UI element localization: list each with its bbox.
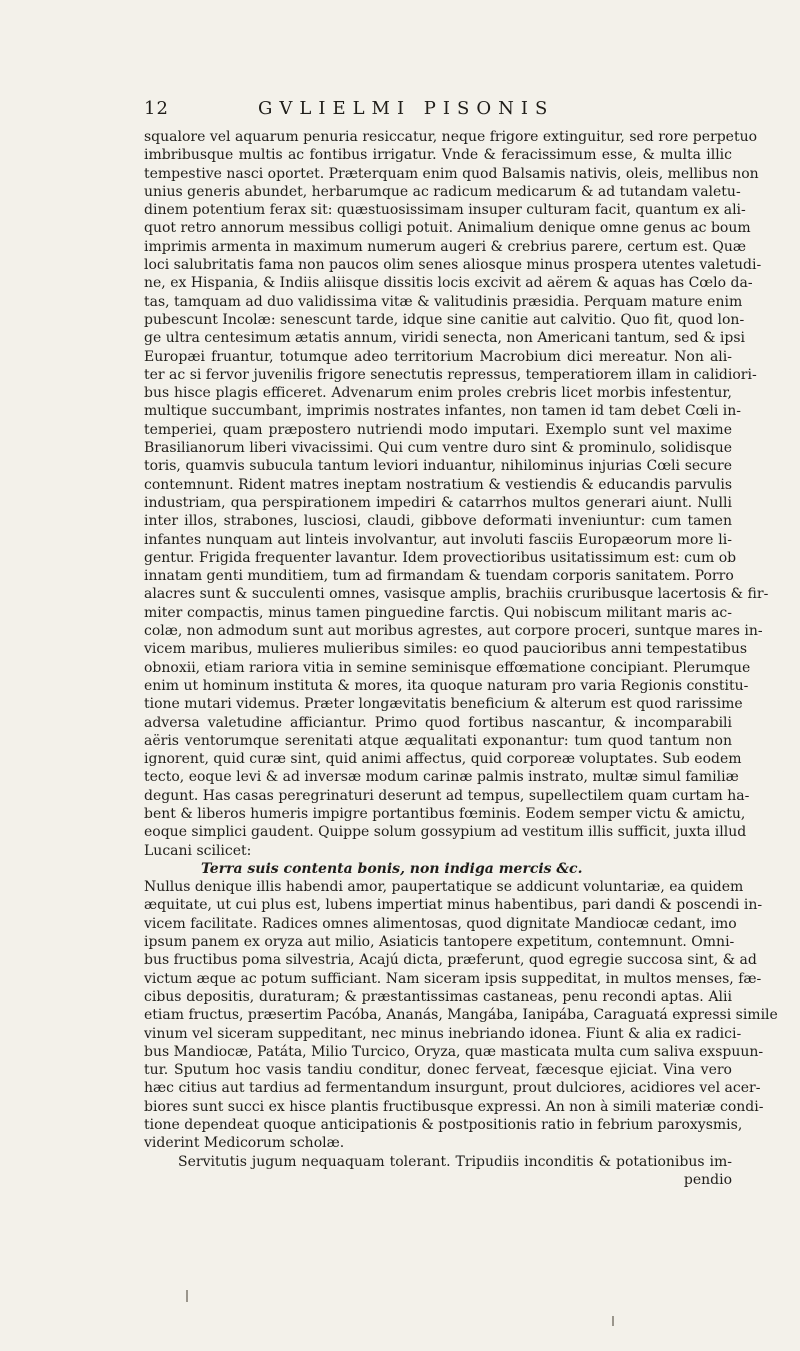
text-line: industriam, qua perspirationem impediri & catarrhos multos generari aiunt. Nulli: [144, 494, 732, 511]
text-line: eoque simplici gaudent. Quippe solum gossypium ad vestitum illis sufficit, juxta illud: [144, 824, 747, 841]
body-text: [144, 128, 778, 1189]
text-line: bus hisce plagis efficeret. Advenarum enim proles crebris licet morbis infestentur,: [144, 385, 732, 402]
text-line: bus fructibus poma silvestria, Acajú dicta, præferunt, quod egregie succosa sint, & ad: [144, 952, 757, 969]
text-line: quot retro annorum messibus colligi potuit. Animalium denique omne genus ac boum: [144, 220, 751, 237]
paragraph-2: [144, 878, 778, 1152]
text-line: colæ, non admodum sunt aut moribus agrestes, aut corpore proceri, suntque mares in-: [144, 623, 763, 640]
text-line: ne, ex Hispania, & Indiis aliisque dissitis locis excivit ad aërem & aquas has Cœlo da-: [144, 275, 753, 292]
text-line: enim ut hominum instituta & mores, ita quoque naturam pro varia Regionis constitu-: [144, 677, 749, 694]
text-line: æquitate, ut cui plus est, lubens impertiat minus habentibus, pari dandi & poscendi in-: [144, 897, 763, 914]
text-line: biores sunt succi ex hisce plantis fructibusque expressi. An non à simili materiæ condi-: [144, 1098, 764, 1115]
text-line: pubescunt Incolæ: senescunt tarde, idque sine canitie aut calvitio. Quo fit, quod lon-: [144, 311, 745, 328]
text-line: inter illos, strabones, lusciosi, claudi, gibbove deformati inveniuntur: cum tamen: [144, 513, 732, 530]
text-line: dinem potentium ferax sit: quæstuosissimam insuper culturam facit, quantum ex ali-: [144, 202, 746, 219]
paragraph-1: [144, 128, 769, 860]
text-line: tione mutari videmus. Præter longævitatis beneficium & alterum est quod rarissime: [144, 696, 743, 713]
text-line: multique succumbant, imprimis nostrates infantes, non tamen id tam debet Cœli in-: [144, 403, 742, 420]
text-line: tempestive nasci oportet. Præterquam enim quod Balsamis nativis, oleis, mellibus non: [144, 165, 759, 182]
text-line: cibus depositis, duraturam; & præstantissimas castaneas, penu recondi aptas. Alii: [144, 988, 732, 1005]
text-line: ignorent, quid curæ sint, quid animi affectus, quid corporeæ voluptates. Sub eodem: [144, 751, 742, 768]
text-line: ge ultra centesimum ætatis annum, viridi senecta, non Americani tantum, sed & ipsi: [144, 330, 746, 347]
text-line: victum æque ac potum sufficiant. Nam siceram ipsis suppeditat, in multos menses, fæ-: [144, 970, 762, 987]
text-line: hæc citius aut tardius ad fermentandum insurgunt, prout dulciores, acidiores vel acer-: [144, 1080, 761, 1097]
text-line: innatam genti munditiem, tum ad firmandam & tuendam corporis sanitatem. Porro: [144, 568, 734, 585]
text-line: Nullus denique illis habendi amor, paupertatique se addicunt voluntariæ, ea quidem: [144, 879, 744, 896]
text-line: adversa valetudine afficiantur. Primo quod fortibus nascantur, & incomparabili: [144, 714, 732, 731]
text-line: Europæi fruantur, totumque adeo territorium Macrobium dici mereatur. Non ali-: [144, 348, 732, 365]
text-line: bent & liberos humeris impigre portantibus fœminis. Eodem semper victu & amictu,: [144, 805, 746, 822]
margin-ink-mark: [186, 1290, 188, 1302]
text-line: Lucani scilicet:: [144, 842, 252, 859]
text-line: imbribusque multis ac fontibus irrigatur. Vnde & feracissimum esse, & multa illic: [144, 147, 732, 164]
text-line: toris, quamvis subucula tantum leviori induantur, nihilominus injurias Cœli secure: [144, 458, 732, 475]
text-line: degunt. Has casas peregrinaturi deserunt ad tempus, supellectilem quam curtam ha-: [144, 787, 750, 804]
text-line: etiam fructus, præsertim Pacóba, Ananás, Mangába, Ianipába, Caraguatá expressi simile: [144, 1007, 778, 1024]
running-head: GVLIELMI PISONIS: [258, 98, 555, 119]
text-line: vinum vel siceram suppeditant, nec minus inebriando idonea. Fiunt & alia ex radici-: [144, 1025, 742, 1042]
text-line: alacres sunt & succulenti omnes, vasisque amplis, brachiis cruribusque lacertosis & fir-: [144, 586, 769, 603]
text-line: squalore vel aquarum penuria resiccatur, neque frigore extinguitur, sed rore perpetuo: [144, 129, 758, 145]
text-line: viderint Medicorum scholæ.: [144, 1135, 345, 1152]
text-line: miter compactis, minus tamen pinguedine farctis. Qui nobiscum militant maris ac-: [144, 604, 732, 621]
text-line: tur. Sputum hoc vasis tandiu conditur, donec ferveat, fæcesque ejiciat. Vina vero: [144, 1062, 732, 1079]
text-line: infantes nunquam aut linteis involvantur, aut involuti fasciis Europæorum more li-: [144, 531, 732, 548]
text-line: tas, tamquam ad duo validissima vitæ & valitudinis præsidia. Perquam mature enim: [144, 293, 743, 310]
page-header: [0, 98, 800, 124]
text-line: vicem facilitate. Radices omnes alimentosas, quod dignitate Mandiocæ cedant, imo: [144, 915, 737, 932]
text-line: loci salubritatis fama non paucos olim senes aliosque minus prospera utentes valetudi-: [144, 257, 762, 274]
text-line: temperiei, quam præpostero nutriendi modo imputari. Exemplo sunt vel maxime: [144, 421, 732, 438]
text-line: imprimis armenta in maximum numerum augeri & crebrius parere, certum est. Quæ: [144, 238, 747, 255]
text-line: Brasilianorum liberi vivacissimi. Qui cum ventre duro sint & prominulo, solidisque: [144, 440, 732, 457]
text-line: bus Mandiocæ, Patáta, Milio Turcico, Oryza, quæ masticata multa cum saliva exspuun-: [144, 1043, 764, 1060]
text-line: gentur. Frigida frequenter lavantur. Idem provectioribus usitatissimum est: cum ob: [144, 549, 737, 566]
text-line: tione dependeat quoque anticipationis & postpositionis ratio in febrium paroxysmis,: [144, 1117, 743, 1134]
paragraph-3-first-line: Servitutis jugum nequaquam tolerant. Tripudiis inconditis & potationibus im-: [178, 1153, 732, 1170]
catchword: pendio: [683, 1171, 732, 1188]
text-line: vicem maribus, mulieres mulieribus similes: eo quod paucioribus anni tempestatibus: [144, 641, 748, 658]
text-line: aëris ventorumque serenitati atque æqualitati exponantur: tum quod tantum non: [144, 732, 732, 749]
verse-quotation: Terra suis contenta bonis, non indiga mercis &c.: [201, 860, 583, 877]
text-line: contemnunt. Rident matres ineptam nostratium & vestiendis & educandis parvulis: [144, 476, 732, 493]
page-number: 12: [144, 98, 169, 119]
text-line: ipsum panem ex oryza aut milio, Asiaticis tantopere expetitum, contemnunt. Omni-: [144, 934, 735, 951]
text-line: ter ac si fervor juvenilis frigore senectutis repressus, temperatiorem illam in calidiori-: [144, 366, 757, 383]
text-line: unius generis abundet, herbarumque ac radicum medicarum & ad tutandam valetu-: [144, 183, 741, 200]
text-line: obnoxii, etiam rariora vitia in semine seminisque effœmatione concipiant. Plerumque: [144, 659, 751, 676]
text-line: tecto, eoque levi & ad inversæ modum carinæ palmis instrato, multæ simul familiæ: [144, 769, 739, 786]
margin-ink-mark: [612, 1316, 614, 1326]
